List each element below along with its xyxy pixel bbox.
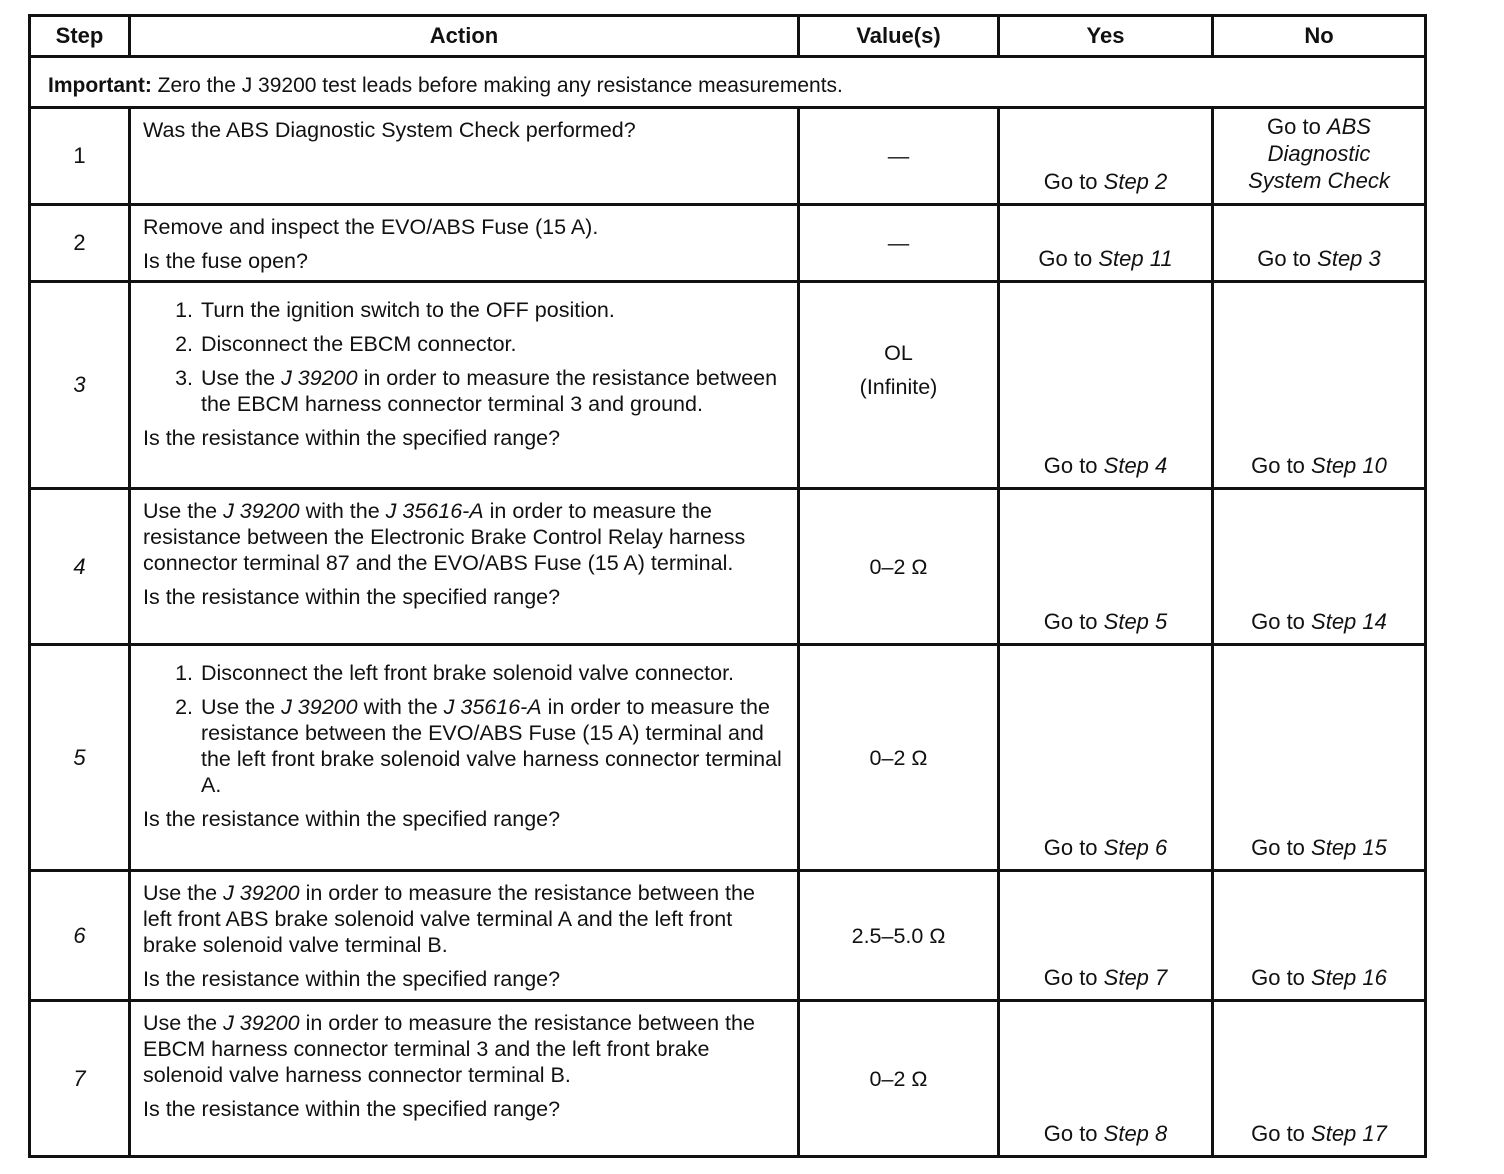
tool-name: J 39200 [223, 881, 300, 905]
no-cell [1213, 645, 1426, 871]
action-cell [130, 108, 799, 205]
tool-name: J 35616-A [443, 695, 542, 719]
table-row [30, 282, 1426, 489]
go-to-text: Go to [1038, 246, 1099, 271]
yes-cell [999, 282, 1213, 489]
value-cell: 0–2 Ω [799, 1001, 999, 1157]
step-number: 4 [30, 489, 130, 645]
table-row [30, 645, 1426, 871]
value-cell: 0–2 Ω [799, 489, 999, 645]
yes-cell [999, 871, 1213, 1001]
action-text: Use the [143, 499, 224, 523]
important-note [30, 57, 1426, 108]
yes-cell [999, 489, 1213, 645]
action-text [143, 498, 787, 576]
go-to-text: Go to [1043, 835, 1104, 860]
header-action: Action [130, 16, 799, 57]
go-to-text: Go to [1251, 965, 1312, 990]
table-row [30, 489, 1426, 645]
action-question: Is the resistance within the specified range? [143, 1097, 561, 1121]
yes-cell [999, 645, 1213, 871]
no-cell [1213, 108, 1426, 205]
no-target: Diagnostic [1267, 141, 1371, 166]
tool-name: J 39200 [223, 499, 300, 523]
no-cell [1213, 489, 1426, 645]
action-cell [130, 871, 799, 1001]
tool-name: J 35616-A [385, 499, 484, 523]
action-text: Remove and inspect the EVO/ABS Fuse (15 A). [143, 215, 599, 239]
no-target: Step 15 [1311, 835, 1387, 860]
yes-target: Step 11 [1098, 246, 1173, 271]
action-cell [130, 282, 799, 489]
action-question: Is the resistance within the specified range? [143, 967, 561, 991]
header-values: Value(s) [799, 16, 999, 57]
action-text: Use the [201, 366, 282, 390]
step-number: 6 [30, 871, 130, 1001]
value-line: (Infinite) [859, 375, 938, 399]
no-target: ABS [1326, 114, 1371, 139]
action-list [143, 297, 787, 417]
yes-target: Step 5 [1103, 609, 1168, 634]
list-item [199, 365, 787, 417]
action-cell [130, 645, 799, 871]
value-cell: 2.5–5.0 Ω [799, 871, 999, 1001]
no-target: Step 10 [1311, 453, 1387, 478]
important-text: Zero the J 39200 test leads before making any resistance measurements. [151, 74, 843, 97]
header-no: No [1213, 16, 1426, 57]
go-to-text: Go to [1043, 169, 1104, 194]
list-item [199, 694, 787, 798]
go-to-text: Go to [1257, 246, 1318, 271]
action-question: Is the resistance within the specified range? [143, 807, 561, 831]
tool-name: J 39200 [281, 695, 358, 719]
no-target: Step 14 [1311, 609, 1387, 634]
value-cell [799, 282, 999, 489]
go-to-text: Go to [1043, 453, 1104, 478]
no-target: Step 3 [1317, 246, 1381, 271]
list-item: 1. Turn the ignition switch to the OFF position. [199, 297, 787, 323]
action-text [143, 1010, 787, 1088]
go-to-text: Go to [1251, 453, 1312, 478]
go-to-text: Go to [1267, 114, 1327, 139]
no-cell [1213, 1001, 1426, 1157]
yes-cell [999, 205, 1213, 282]
table-row [30, 871, 1426, 1001]
action-text: in order to measure the resistance between the EBCM harness connector terminal 3 and ground. [201, 366, 778, 416]
no-target: Step 16 [1311, 965, 1387, 990]
action-text: Use the [201, 695, 282, 719]
go-to-text: Go to [1043, 609, 1104, 634]
important-note-row [30, 57, 1426, 108]
yes-target: Step 4 [1103, 453, 1168, 478]
go-to-text: Go to [1251, 835, 1312, 860]
go-to-text: Go to [1043, 965, 1104, 990]
diagnostic-table [28, 14, 1427, 1158]
action-question: Is the resistance within the specified range? [143, 585, 561, 609]
table-row [30, 205, 1426, 282]
header-row [30, 16, 1426, 57]
value-line: OL [884, 341, 913, 365]
yes-target: Step 6 [1103, 835, 1168, 860]
tool-name: J 39200 [281, 366, 358, 390]
value-cell: — [799, 108, 999, 205]
no-cell [1213, 205, 1426, 282]
action-text: in order to measure the resistance between the EVO/ABS Fuse (15 A) terminal and the left front brake solenoid valve harness connector terminal A. [201, 695, 782, 797]
action-text [143, 880, 787, 958]
step-number: 1 [30, 108, 130, 205]
header-step: Step [30, 16, 130, 57]
no-cell [1213, 282, 1426, 489]
action-cell [130, 205, 799, 282]
action-text: in order to measure the resistance between the EBCM harness connector terminal 3 and the left front brake solenoid valve harness connector terminal B. [143, 1011, 755, 1087]
step-number: 5 [30, 645, 130, 871]
important-label: Important: [48, 74, 152, 97]
list-item: 1. Disconnect the left front brake solenoid valve connector. [199, 660, 787, 686]
no-target: Step 17 [1311, 1121, 1387, 1146]
yes-target: Step 7 [1103, 965, 1168, 990]
value-cell: 0–2 Ω [799, 645, 999, 871]
value-cell: — [799, 205, 999, 282]
yes-cell [999, 1001, 1213, 1157]
tool-name: J 39200 [223, 1011, 300, 1035]
action-list [143, 660, 787, 798]
step-number: 7 [30, 1001, 130, 1157]
action-text: Use the [143, 881, 224, 905]
no-target: System Check [1248, 168, 1390, 193]
go-to-text: Go to [1043, 1121, 1104, 1146]
action-text: in order to measure the resistance between the Electronic Brake Control Relay harness connector terminal 87 and the EVO/ABS Fuse (15 A) terminal. [143, 499, 746, 575]
action-question: Is the fuse open? [143, 249, 308, 273]
list-item: 2. Disconnect the EBCM connector. [199, 331, 787, 357]
step-number: 3 [30, 282, 130, 489]
action-text: with the [299, 499, 386, 523]
no-cell [1213, 871, 1426, 1001]
action-text: Was the ABS Diagnostic System Check performed? [143, 118, 636, 142]
go-to-text: Go to [1251, 609, 1312, 634]
yes-target: Step 2 [1103, 169, 1168, 194]
action-text: in order to measure the resistance between the left front ABS brake solenoid valve terminal A and the left front brake solenoid valve terminal B. [143, 881, 755, 957]
action-cell [130, 489, 799, 645]
step-number: 2 [30, 205, 130, 282]
action-cell [130, 1001, 799, 1157]
action-question: Is the resistance within the specified range? [143, 426, 561, 450]
header-yes: Yes [999, 16, 1213, 57]
go-to-text: Go to [1251, 1121, 1312, 1146]
table-row [30, 108, 1426, 205]
action-text: Use the [143, 1011, 224, 1035]
yes-target: Step 8 [1103, 1121, 1168, 1146]
action-text: with the [357, 695, 444, 719]
table-row [30, 1001, 1426, 1157]
yes-cell [999, 108, 1213, 205]
